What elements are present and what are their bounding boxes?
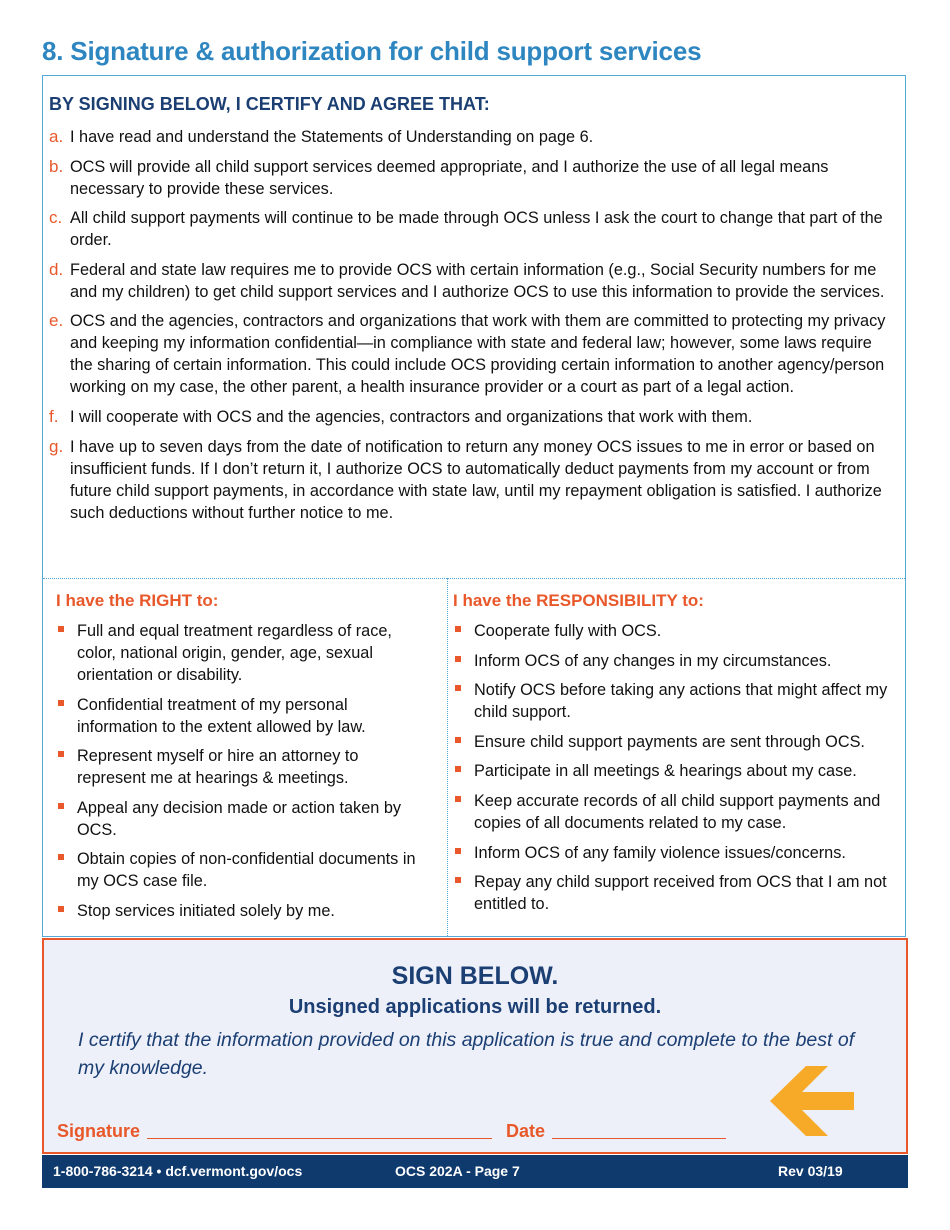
bullet-icon	[455, 877, 461, 883]
footer-revision: Rev 03/19	[778, 1163, 843, 1179]
sign-subtitle: Unsigned applications will be returned.	[288, 996, 662, 1018]
item-text: Federal and state law requires me to provide OCS with certain information (e.g., Social Security numbers for me and my children) to get child support services and I authorize OCS to use this information to provide the services.	[70, 260, 885, 301]
rights-list	[56, 620, 428, 930]
item-letter: c.	[49, 208, 63, 228]
bullet-icon	[455, 626, 461, 632]
responsibility-item	[453, 842, 893, 864]
item-text: Obtain copies of non-confidential documents in my OCS case file.	[77, 850, 416, 891]
responsibility-item	[453, 760, 893, 782]
arrow-left-icon	[770, 1066, 856, 1136]
bullet-icon	[58, 751, 64, 757]
date-field[interactable]	[552, 1138, 726, 1139]
item-text: I have read and understand the Statements of Understanding on page 6.	[70, 128, 594, 146]
bullet-icon	[455, 737, 461, 743]
item-letter: d.	[49, 259, 64, 279]
rights-item	[56, 900, 428, 922]
item-text: Inform OCS of any family violence issues/concerns.	[474, 843, 846, 862]
signature-label: Signature	[57, 1121, 141, 1141]
certify-item-d	[49, 259, 889, 303]
bullet-icon	[455, 685, 461, 691]
rights-item	[56, 797, 428, 841]
certify-heading: BY SIGNING BELOW, I CERTIFY AND AGREE THAT:	[49, 94, 490, 114]
bullet-icon	[455, 656, 461, 662]
certify-item-b	[49, 156, 889, 200]
signature-field[interactable]	[147, 1138, 492, 1139]
rights-item	[56, 848, 428, 892]
certify-item-f	[49, 406, 889, 428]
bullet-icon	[455, 848, 461, 854]
horizontal-divider	[43, 578, 905, 579]
item-letter: a.	[49, 127, 64, 146]
item-text: All child support payments will continue to be made through OCS unless I ask the court to change that part of the order.	[70, 209, 883, 250]
responsibilities-list	[453, 620, 893, 923]
bullet-icon	[58, 906, 64, 912]
date-label: Date	[506, 1121, 546, 1141]
footer-page: OCS 202A - Page 7	[395, 1163, 520, 1179]
rights-item	[56, 620, 428, 686]
item-text: Keep accurate records of all child support payments and copies of all documents related to my case.	[474, 791, 881, 832]
vertical-divider	[447, 578, 448, 936]
certify-item-c	[49, 207, 889, 251]
item-letter: g.	[49, 436, 64, 456]
item-text: Inform OCS of any changes in my circumstances.	[474, 651, 832, 670]
responsibility-item	[453, 620, 893, 642]
item-text: Represent myself or hire an attorney to represent me at hearings & meetings.	[77, 747, 359, 788]
responsibility-item	[453, 679, 893, 723]
item-text: Confidential treatment of my personal information to the extent allowed by law.	[77, 695, 366, 736]
item-text: I will cooperate with OCS and the agencies, contractors and organizations that work with them.	[70, 407, 753, 426]
section-title: 8. Signature & authorization for child support services	[42, 36, 702, 66]
certify-list	[49, 126, 889, 531]
rights-item	[56, 745, 428, 789]
item-text: Cooperate fully with OCS.	[474, 622, 662, 640]
bullet-icon	[58, 700, 64, 706]
item-letter: e.	[49, 311, 64, 331]
bullet-icon	[58, 854, 64, 860]
item-text: OCS will provide all child support services deemed appropriate, and I authorize the use of all legal means necessary to provide these services.	[70, 157, 829, 198]
responsibility-item	[453, 790, 893, 834]
bullet-icon	[455, 766, 461, 772]
certify-statement: I certify that the information provided on this application is true and complete to the best of my knowledge.	[78, 1029, 855, 1079]
certify-item-g	[49, 436, 889, 524]
sign-box	[42, 938, 908, 1154]
item-text: Stop services initiated solely by me.	[77, 901, 335, 920]
item-text: Full and equal treatment regardless of race, color, national origin, gender, age, sexual orientation or disability.	[77, 622, 392, 684]
item-text: Participate in all meetings & hearings about my case.	[474, 762, 857, 781]
bullet-icon	[58, 626, 64, 632]
responsibility-item	[453, 731, 893, 753]
bullet-icon	[58, 803, 64, 809]
sign-title: SIGN BELOW.	[391, 962, 559, 990]
item-letter: b.	[49, 156, 64, 176]
item-text: I have up to seven days from the date of notification to return any money OCS issues to me in error or based on insufficient funds. If I don’t return it, I authorize OCS to automatically deduct payments from my account or from future child support payments, in accordance with state law, until my repayment obligation is satisfied. I authorize such deductions without further notice to me.	[70, 437, 882, 522]
responsibility-item	[453, 650, 893, 672]
item-text: Ensure child support payments are sent through OCS.	[474, 732, 865, 751]
certify-item-a	[49, 126, 889, 148]
rights-heading: I have the RIGHT to:	[56, 591, 219, 610]
item-text: Notify OCS before taking any actions that might affect my child support.	[474, 681, 888, 722]
responsibility-item	[453, 871, 893, 915]
rights-item	[56, 694, 428, 738]
item-text: Appeal any decision made or action taken by OCS.	[77, 798, 402, 839]
item-text: Repay any child support received from OCS that I am not entitled to.	[474, 873, 887, 914]
certify-item-e	[49, 310, 889, 398]
responsibilities-heading: I have the RESPONSIBILITY to:	[453, 591, 704, 610]
certification-box	[42, 75, 906, 937]
footer	[42, 1155, 908, 1188]
footer-contact: 1-800-786-3214 • dcf.vermont.gov/ocs	[53, 1163, 303, 1179]
item-text: OCS and the agencies, contractors and organizations that work with them are committed to protecting my privacy and keeping my information confidential—in compliance with state and federal law; however, some laws require the sharing of certain information. This could include OCS providing certain information to another agency/person working on my case, the other parent, a health insurance provider or a court as part of a legal action.	[70, 312, 886, 397]
bullet-icon	[455, 796, 461, 802]
item-letter: f.	[49, 406, 59, 426]
